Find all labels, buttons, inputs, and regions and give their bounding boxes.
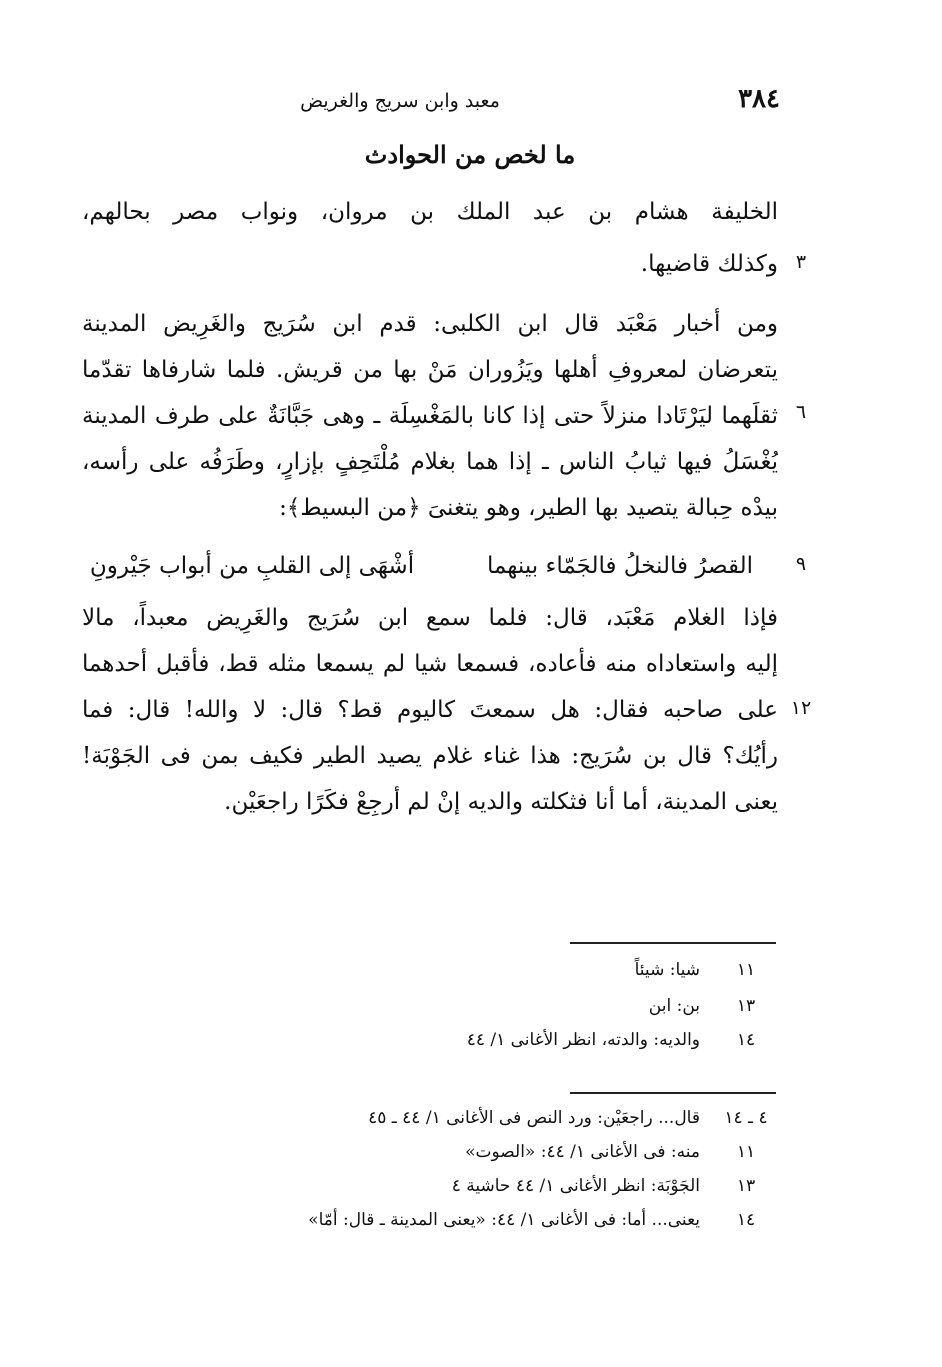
footnote (180, 954, 776, 986)
body-line: إليه واستعاداه منه فأعاده، فسمعا شيا لم يسمعا مثله قط، فأقبل أحدهما (82, 651, 778, 677)
body-line: يُغْسَلُ فيها ثيابُ الناس ـ إذا هما بغلام مُلْتَحِفٍ بإزارٍ، وطَرَفُه على رأسه، (82, 449, 778, 475)
body-line: ومن أخبار مَعْبَد قال ابن الكلبى: قدم ابن سُرَيج والغَرِيض المدينة (82, 311, 778, 337)
footnote (180, 1204, 776, 1236)
line-number-marker: ١٢ (790, 697, 812, 719)
footnote (180, 1024, 776, 1056)
footnote-text: يعنى... أما: فى الأغانى ١/ ٤٤: «يعنى المدينة ـ قال: أمّا» (308, 1210, 700, 1230)
body-line: بيدْه حِبالة يتصيد بها الطير، وهو يتغنىَ ﴿من البسيط﴾: (279, 495, 778, 521)
line-number-marker: ٣ (795, 251, 807, 273)
footnote-rule (570, 1092, 776, 1094)
body-line: يتعرضان لمعروفِ أهلها ويَزُوران مَنْ بها من قريش. فلما شارفاها تقدّما (82, 357, 778, 383)
footnote-text: قال... راجعَيْن: ورد النص فى الأغانى ١/ ٤٤ ـ ٤٥ (368, 1108, 700, 1128)
footnote-rule (570, 942, 776, 944)
footnote (180, 1136, 776, 1168)
body-line: يعنى المدينة، أما أنا فثكلته والديه إنْ لم أرجِعْ فكَرًا راجعَيْن. (224, 789, 778, 815)
footnote-text: الجَوْبَة: انظر الأغانى ١/ ٤٤ حاشية ٤ (451, 1176, 700, 1196)
body-line: ثقلَهما ليَرْتَادا منزلاً حتى إذا كانا بالمَغْسِلَة ـ وهى جَبَّانَةٌ على طرف المدينة (82, 403, 778, 429)
body-line: الخليفة هشام بن عبد الملك بن مروان، ونواب مصر بحالهم، (82, 199, 778, 225)
body-line: رأيُك؟ قال بن سُرَيج: هذا غناء غلام يصيد الطير فكيف بمن فى الجَوْبَة! (82, 743, 778, 769)
footnote-text: بن: ابن (648, 996, 700, 1016)
line-number-marker: ٦ (795, 401, 807, 423)
running-head: معبد وابن سريج والغريض (300, 90, 500, 112)
footnote-line-number: ١٣ (736, 1176, 756, 1196)
line-number-marker: ٩ (795, 553, 807, 575)
footnote-line-number: ١٣ (736, 996, 756, 1016)
footnote (180, 1170, 776, 1202)
footnote-line-number: ٤ ـ ١٤ (724, 1108, 768, 1128)
verse-right-hemistich: القصرُ فالنخلُ فالجَمّاء بينهما (487, 553, 753, 579)
footnote-text: منه: فى الأغانى ١/ ٤٤: «الصوت» (465, 1142, 700, 1162)
footnote-text: شيا: شيئاً (634, 960, 700, 980)
footnote-line-number: ١١ (736, 960, 756, 980)
footnote-line-number: ١١ (736, 1142, 756, 1162)
section-heading: ما لخص من الحوادث (364, 140, 576, 169)
body-line: وكذلك قاضيها. (640, 251, 778, 277)
body-line: فإذا الغلام مَعْبَد، قال: فلما سمع ابن سُرَيج والغَرِيض معبداً، مالا (82, 605, 778, 631)
footnote-line-number: ١٤ (736, 1210, 756, 1230)
verse-left-hemistich: أشْهَى إلى القلبِ من أبواب جَيْرونِ (89, 553, 415, 579)
body-line: على صاحبه فقال: هل سمعتَ كاليوم قط؟ قال: لا والله! قال: فما (82, 697, 778, 723)
footnote-text: والديه: والدته، انظر الأغانى ١/ ٤٤ (466, 1030, 700, 1050)
footnote (180, 990, 776, 1022)
page-number: ٣٨٤ (738, 84, 780, 114)
footnote-line-number: ١٤ (736, 1030, 756, 1050)
footnote (180, 1102, 776, 1134)
